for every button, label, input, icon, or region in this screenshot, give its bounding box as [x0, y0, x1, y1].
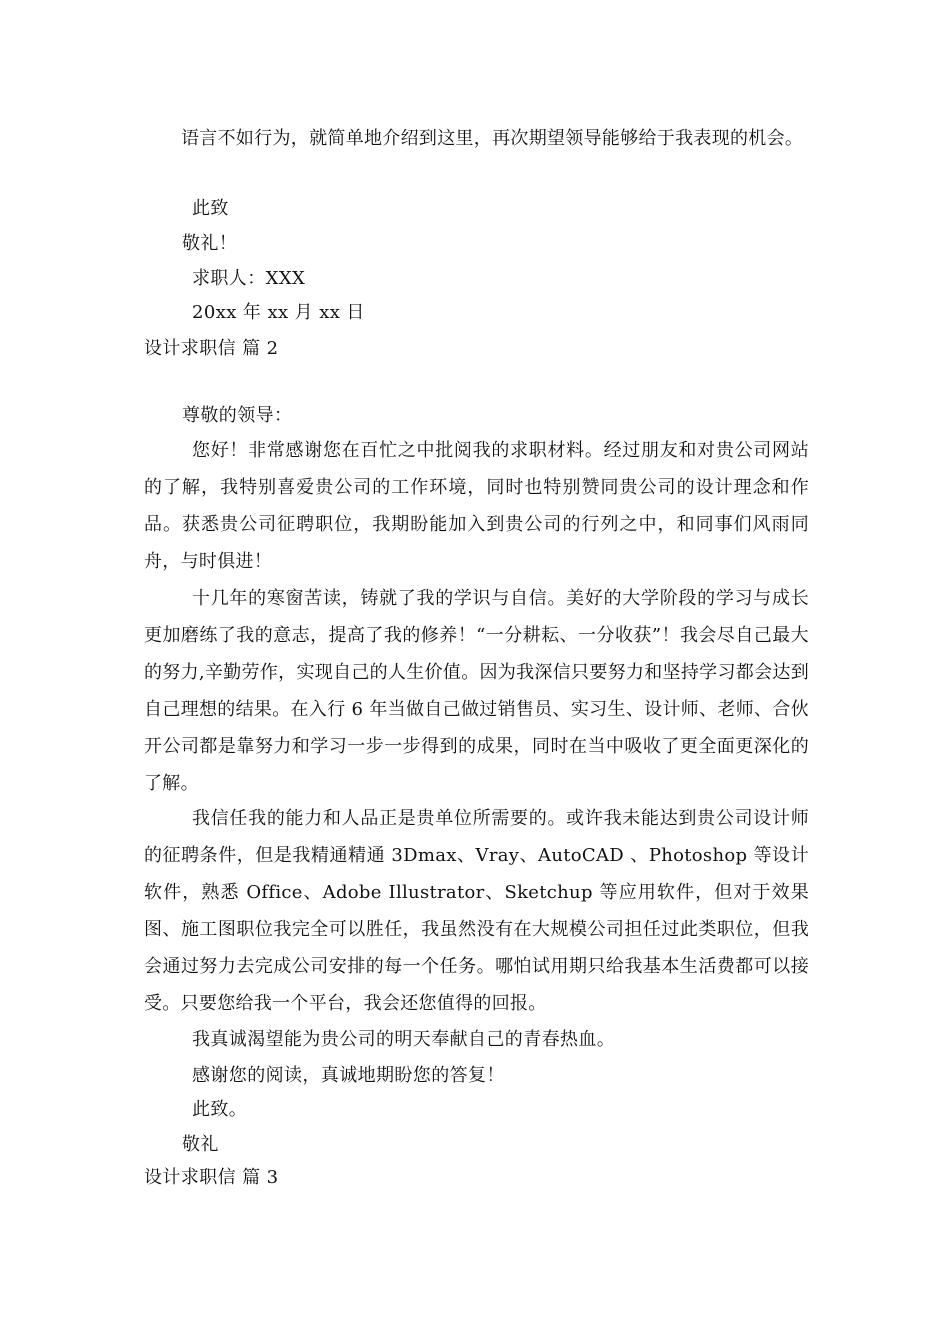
section-heading-3: 设计求职信 篇 3 [144, 1167, 279, 1188]
signer: 求职人：XXX [192, 268, 306, 289]
letter2-paragraph-3: 我信任我的能力和人品正是贵单位所需要的。或许我未能达到贵公司设计师的征聘条件，但是我精通精通 3Dmax、Vray、AutoCAD 、Photoshop 等设计软件，熟悉 Office、Adobe Illustrator、Sketchup 等应用软件，但对于效果图、施工图职位我完全可以胜任，我虽然没有在大规模公司担任过此类职位，但我会通过努力去完成公司安排的每一个任务。哪怕试用期只给我基本生活费都可以接受。只要您给我一个平台，我会还您值得的回报。 [144, 808, 809, 1014]
section-heading-2: 设计求职信 篇 2 [144, 338, 279, 359]
salutation-2: 尊敬的领导： [182, 405, 293, 426]
letter2-paragraph-1: 您好！非常感谢您在百忙之中批阅我的求职材料。经过朋友和对贵公司网站的了解，我特别喜爱贵公司的工作环境，同时也特别赞同贵公司的设计理念和作品。获悉贵公司征聘职位，我期盼能加入到贵公司的行列之中，和同事们风雨同舟，与时俱进！ [144, 440, 809, 572]
letter2-paragraph-5: 感谢您的阅读，真诚地期盼您的答复！ [192, 1065, 505, 1086]
letter2-paragraph-4: 我真诚渴望能为贵公司的明天奉献自己的青春热血。 [192, 1029, 616, 1050]
closing-paragraph-1: 语言不如行为，就简单地介绍到这里，再次期望领导能够给于我表现的机会。 [181, 128, 804, 149]
jingli-1: 敬礼！ [182, 233, 238, 254]
cizhi-1: 此致 [192, 198, 229, 219]
date: 20xx 年 xx 月 xx 日 [192, 302, 365, 323]
cizhi-2: 此致。 [192, 1099, 248, 1120]
jingli-2: 敬礼 [182, 1134, 219, 1155]
letter2-paragraph-2: 十几年的寒窗苦读，铸就了我的学识与自信。美好的大学阶段的学习与成长更加磨练了我的意志，提高了我的修养！“一分耕耘、一分收获”！我会尽自己最大的努力,辛勤劳作，实现自己的人生价值。因为我深信只要努力和坚持学习都会达到自己理想的结果。在入行 6 年当做自己做过销售员、实习生、设计师、老师、合伙开公司都是靠努力和学习一步一步得到的成果，同时在当中吸收了更全面更深化的了解。 [144, 588, 809, 794]
